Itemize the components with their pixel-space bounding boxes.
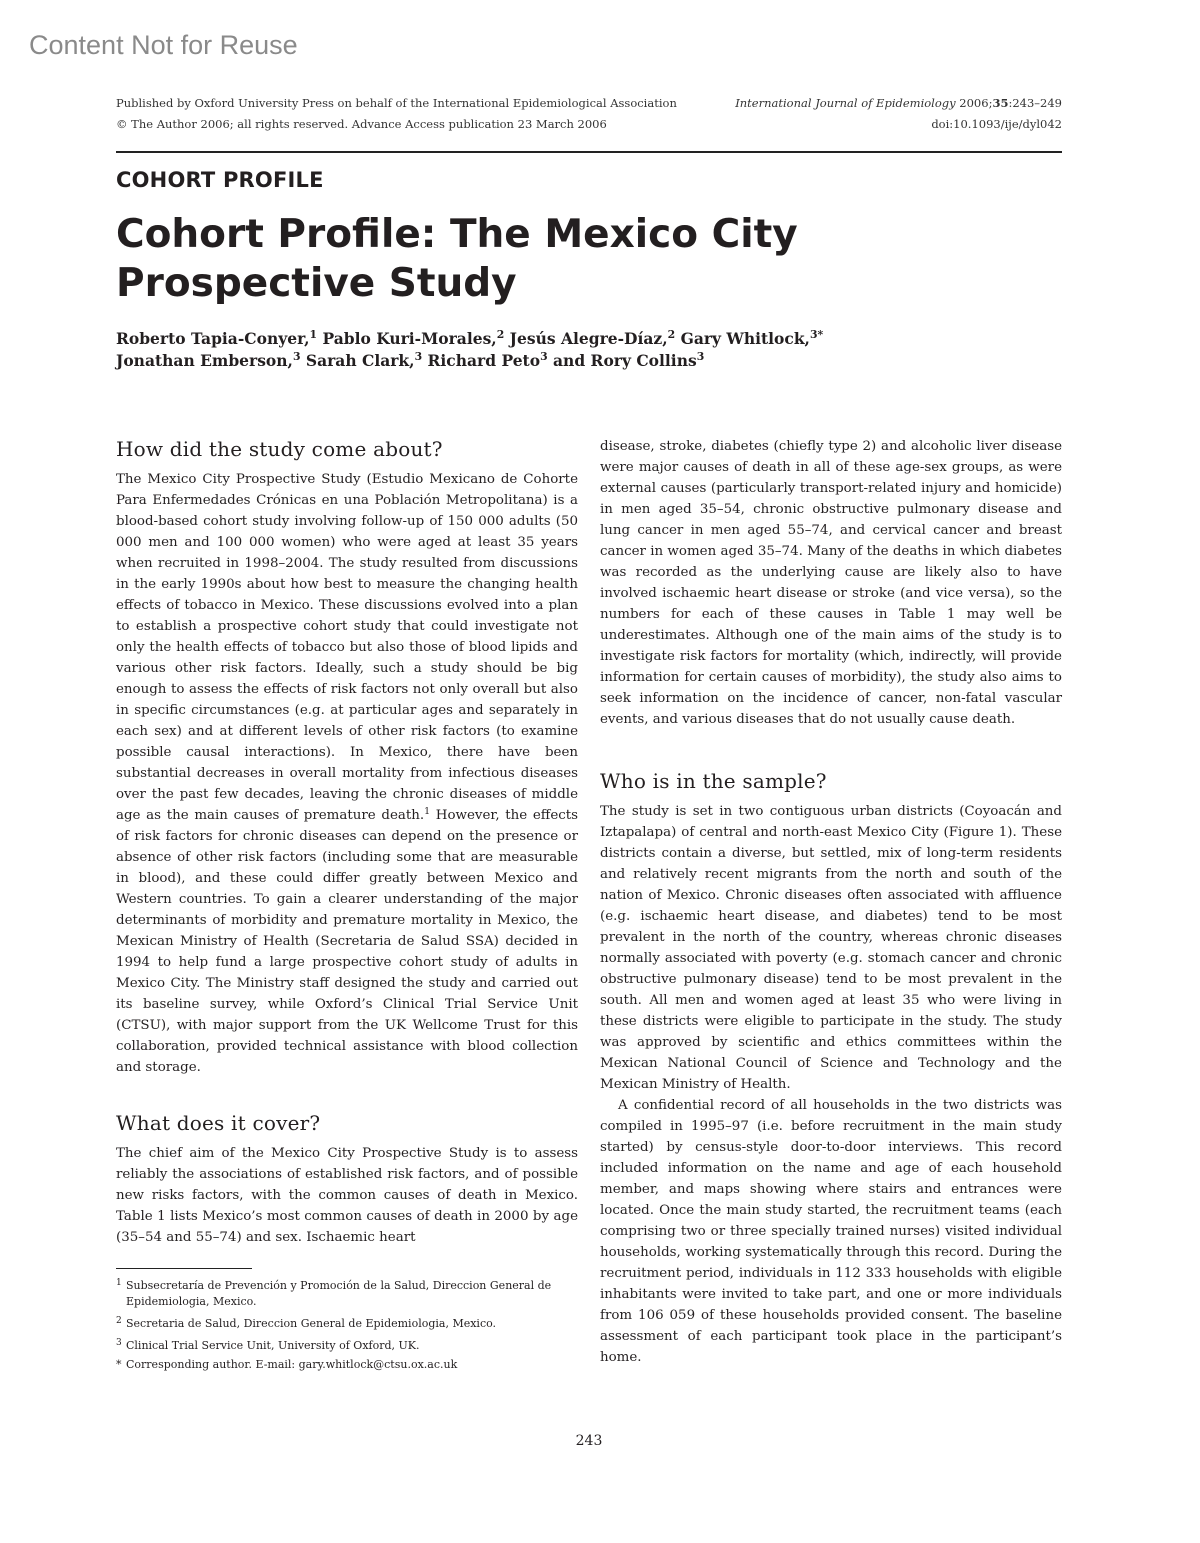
reference-marker[interactable]: 1: [424, 805, 431, 817]
paragraph-cover: The chief aim of the Mexico City Prospective Study is to assess reliably the associations of established risk factors, and of possible new risks factors, with the common causes of death in Mexico. Table 1 lists Mexico’s most common causes of death in 2000 by age (35–54 and 55–74) and sex. Ischaemic heart: [116, 1146, 578, 1245]
heading-sample: Who is in the sample?: [600, 769, 827, 793]
header-rule: [116, 151, 1062, 153]
journal-year: 2006;: [959, 96, 993, 110]
paragraph-sample-1: The study is set in two contiguous urban districts (Coyoacán and Iztapalapa) of central and north-east Mexico City (Figure 1). These districts contain a diverse, but settled, mix of long-term residents and relatively recent migrants from the north and south of the nation of Mexico. Chronic diseases often associated with affluence (e.g. ischaemic heart disease, and diabetes) tend to be most prevalent in the north of the country, whereas chronic diseases normally associated with poverty (e.g. stomach cancer and chronic obstructive pulmonary disease) tend to be most prevalent in the south. All men and women aged at least 35 who were living in these districts were eligible to participate in the study. The study was approved by scientific and ethics committees within the Mexican National Council of Science and Technology and the Mexican Ministry of Health.: [600, 804, 1062, 1092]
footnote: 1 Subsecretaría de Prevención y Promoción de la Salud, Direccion General de Epidemiologia, Mexico.: [116, 1278, 552, 1308]
author-list: [116, 328, 1016, 372]
paragraph-cover-continued: disease, stroke, diabetes (chiefly type 2) and alcoholic liver disease were major causes of death in all of these age-sex groups, as were external causes (particularly transport-related injury and homicide) in men aged 35–54, chronic obstructive pulmonary disease and lung cancer in men aged 55–74, and cervical cancer and breast cancer in women aged 35–74. Many of the deaths in which diabetes was recorded as the underlying cause are likely also to have involved ischaemic heart disease or stroke (and vice versa), so the numbers for each of these causes in Table 1 may well be underestimates. Although one of the main aims of the study is to investigate risk factors for mortality (which, indirectly, will provide information for certain causes of morbidity), the study also aims to seek information on the incidence of cancer, non-fatal vascular events, and various diseases that do not usually cause death.: [600, 439, 1062, 727]
journal-citation: [735, 93, 1062, 114]
heading-cover: What does it cover?: [116, 1111, 321, 1135]
journal-pages: :243–249: [1008, 96, 1062, 110]
page-number: 243: [575, 1433, 603, 1449]
footnote: 2 Secretaria de Salud, Direccion General de Epidemiologia, Mexico.: [116, 1316, 497, 1330]
footnote: 3 Clinical Trial Service Unit, University of Oxford, UK.: [116, 1338, 420, 1352]
footnote: * Corresponding author. E-mail: gary.whitlock@ctsu.ox.ac.uk: [116, 1358, 458, 1371]
paragraph-sample-2: A confidential record of all households in the two districts was compiled in 1995–97 (i.e. before recruitment in the main study started) by census-style door-to-door interviews. This record included information on the name and age of each household member, and maps showing where stairs and entrances were located. Once the main study started, the recruitment teams (each comprising two or three specially trained nurses) visited individual households, working systematically through this record. During the recruitment period, individuals in 112 333 households with eligible inhabitants were invited to take part, and one or more individuals from 106 059 of these households provided consent. The baseline assessment of each participant took place in the participant’s home.: [600, 1098, 1062, 1365]
author: and Rory Collins$^3$: [553, 350, 705, 370]
watermark: Content Not for Reuse: [29, 30, 298, 60]
footnote-rule: [116, 1268, 252, 1269]
author: Jonathan Emberson,$^3$: [116, 350, 301, 370]
left-column: [116, 436, 578, 1376]
author: Pablo Kuri-Morales,$^2$: [322, 328, 505, 348]
author: Richard Peto$^3$: [427, 350, 548, 370]
author: Sarah Clark,$^3$: [305, 350, 423, 370]
section-label: COHORT PROFILE: [116, 168, 324, 192]
author: Gary Whitlock,$^{3*}$: [680, 328, 824, 348]
right-column: [600, 436, 1062, 1368]
author: Jesús Alegre-Díaz,$^2$: [509, 328, 676, 348]
author: Roberto Tapia-Conyer,$^1$: [116, 328, 318, 348]
publisher-header: [116, 93, 677, 135]
paragraph-about: The Mexico City Prospective Study (Estudio Mexicano de Cohorte Para Enfermedades Crónicas en una Población Metropolitana) is a blood-based cohort study involving follow-up of 150 000 adults (50 000 men and 100 000 women) who were aged at least 35 years when recruited in 1998–2004. The study resulted from discussions in the early 1990s about how best to measure the changing health effects of tobacco in Mexico. These discussions evolved into a plan to establish a prospective cohort study that could investigate not only the health effects of tobacco but also those of blood lipids and various other risk factors. Ideally, such a study should be big enough to assess the effects of risk factors not only overall but also in specific circumstances (e.g. at particular ages and separately in each sex) and at different levels of other risk factors (to examine possible causal interactions). In Mexico, there have been substantial decreases in overall mortality from infectious diseases over the past few decades, leaving the chronic diseases of middle age as the main causes of premature death.$^1$ However, the effects of risk factors for chronic diseases can depend on the presence or absence of other risk factors (including some that are measurable in blood), and these could differ greatly between Mexico and Western countries. To gain a clearer understanding of the major determinants of morbidity and premature mortality in Mexico, the Mexican Ministry of Health (Secretaria de Salud SSA) decided in 1994 to help fund a large prospective cohort study of adults in Mexico City. The Ministry staff designed the study and carried out its baseline survey, while Oxford’s Clinical Trial Service Unit (CTSU), with major support from the UK Wellcome Trust for this collaboration, provided technical assistance with blood collection and storage.: [116, 472, 579, 1075]
publisher-line: Published by Oxford University Press on behalf of the International Epidemiological Association: [116, 96, 677, 110]
doi[interactable]: doi:10.1093/ije/dyl042: [931, 117, 1062, 131]
journal-name: International Journal of Epidemiology: [735, 96, 956, 110]
copyright-line: © The Author 2006; all rights reserved. Advance Access publication 23 March 2006: [116, 117, 607, 131]
heading-about: How did the study come about?: [116, 437, 443, 461]
article-title: Cohort Profile: The Mexico City Prospective Study: [116, 212, 798, 306]
journal-volume: 35: [992, 96, 1009, 110]
journal-header: [735, 93, 1062, 135]
